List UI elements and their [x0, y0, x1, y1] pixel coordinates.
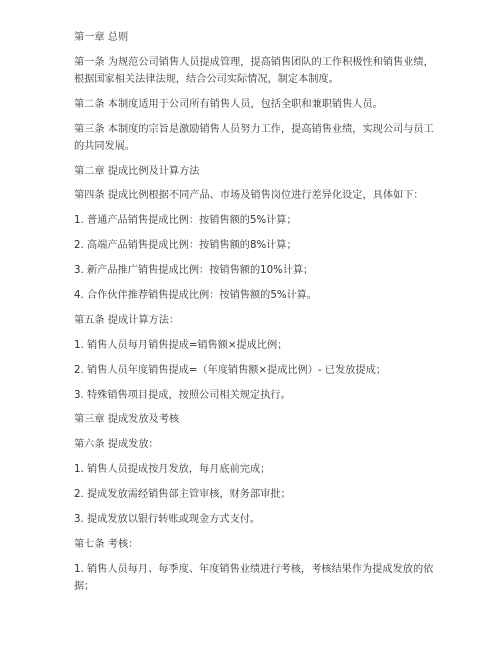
article-1: 第一条 为规范公司销售人员提成管理，提高销售团队的工作积极性和销售业绩，根据国家相关法律法规，结合公司实际情况，制定本制度。: [74, 56, 434, 85]
article-7-item-1: 1. 销售人员每月、每季度、年度销售业绩进行考核，考核结果作为提成发放的依据；: [74, 563, 434, 592]
article-2: 第二条 本制度适用于公司所有销售人员，包括全职和兼职销售人员。: [74, 98, 383, 110]
article-4-item-4: 4. 合作伙伴推荐销售提成比例：按销售额的5%计算。: [74, 290, 318, 302]
article-3: 第三条 本制度的宗旨是激励销售人员努力工作，提高销售业绩，实现公司与员工的共同发展。: [74, 123, 434, 152]
article-5-item-2: 2. 销售人员年度销售提成=（年度销售额×提成比例）- 已发放提成；: [74, 364, 387, 376]
article-5: 第五条 提成计算方法：: [74, 314, 180, 326]
article-4-item-2: 2. 高端产品销售提成比例：按销售额的8%计算；: [74, 240, 297, 252]
chapter-2-heading: 第二章 提成比例及计算方法: [74, 165, 200, 177]
article-6-item-2: 2. 提成发放需经销售部主管审核，财务部审批；: [74, 489, 291, 501]
article-7: 第七条 考核：: [74, 538, 139, 550]
article-4: 第四条 提成比例根据不同产品、市场及销售岗位进行差异化设定，具体如下：: [74, 190, 424, 202]
chapter-3-heading: 第三章 提成发放及考核: [74, 414, 180, 426]
chapter-1-heading: 第一章 总则: [74, 32, 129, 43]
article-6-item-1: 1. 销售人员提成按月发放，每月底前完成；: [74, 464, 271, 476]
article-6: 第六条 提成发放：: [74, 439, 159, 451]
article-4-item-3: 3. 新产品推广销售提成比例：按销售额的10%计算；: [74, 265, 314, 277]
article-5-item-3: 3. 特殊销售项目提成，按照公司相关规定执行。: [74, 389, 291, 401]
article-4-item-1: 1. 普通产品销售提成比例：按销售额的5%计算；: [74, 215, 297, 227]
article-6-item-3: 3. 提成发放以银行转账或现金方式支付。: [74, 514, 261, 526]
article-5-item-1: 1. 销售人员每月销售提成=销售额×提成比例；: [74, 339, 288, 351]
document-body: [74, 29, 434, 603]
